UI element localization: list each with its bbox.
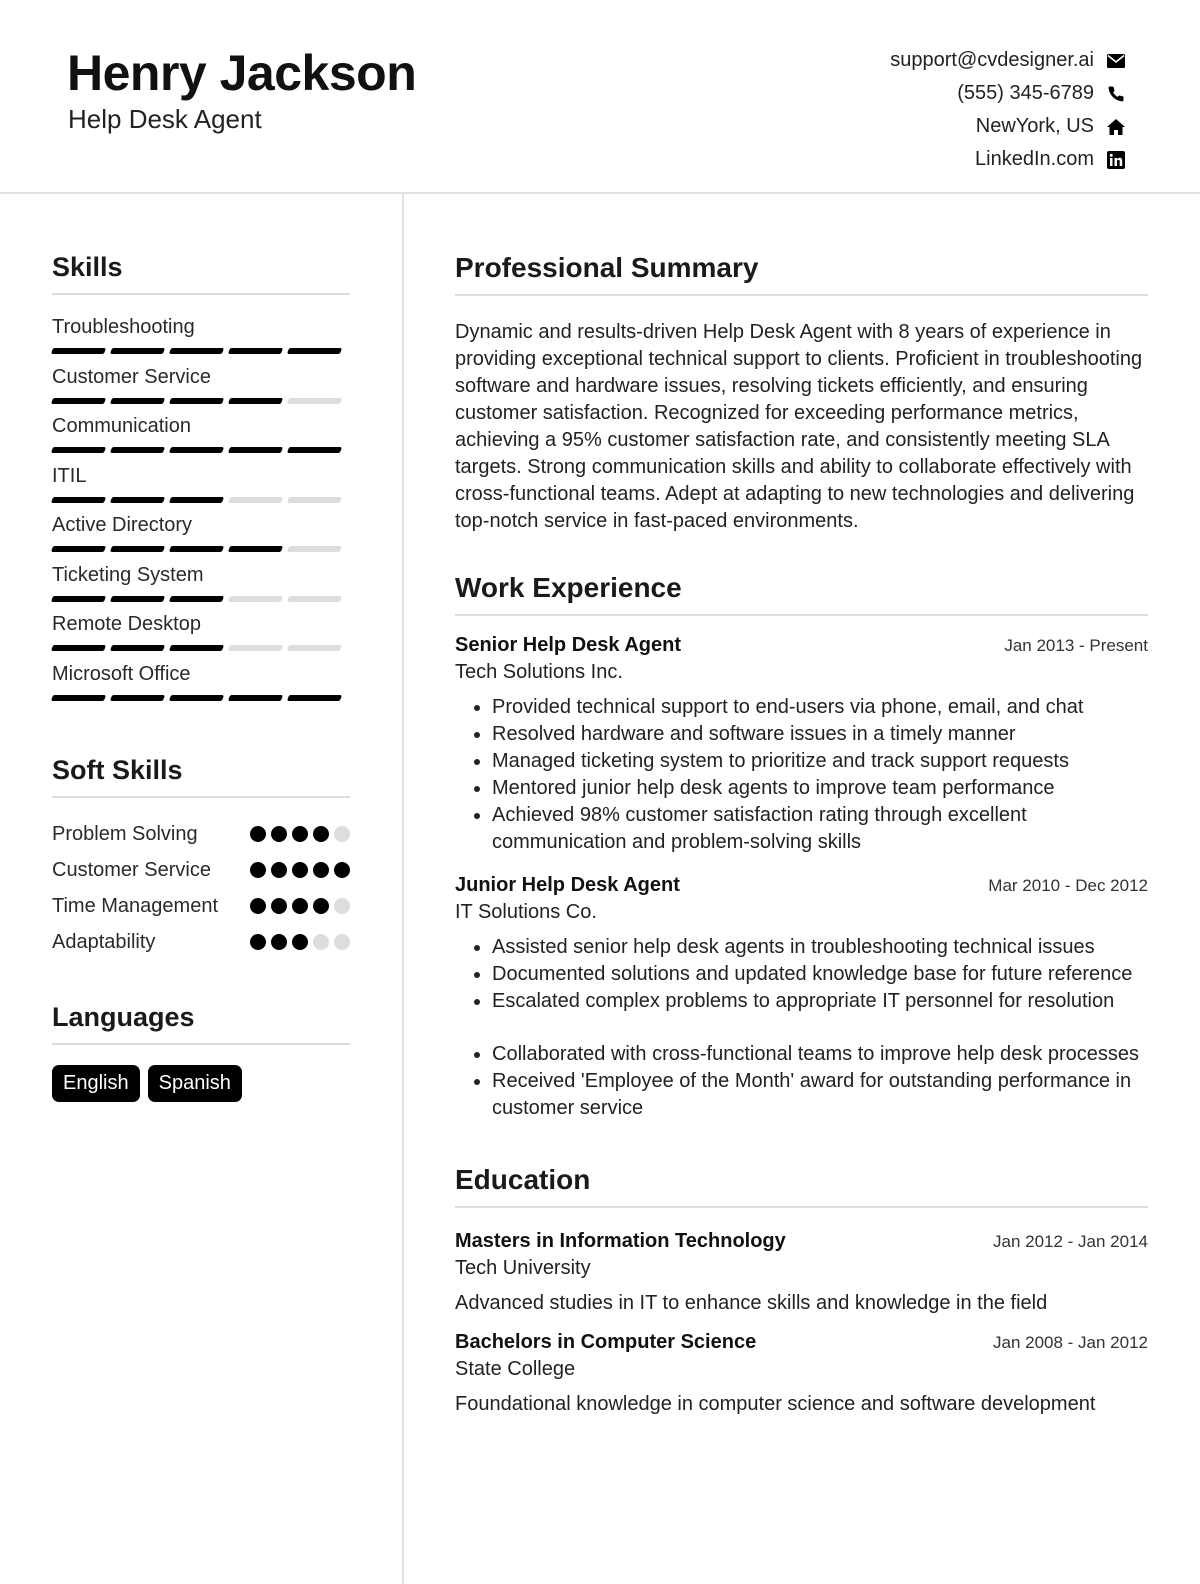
rating-dot [271, 826, 287, 842]
education-date: Jan 2012 - Jan 2014 [992, 1232, 1148, 1251]
skill-name: Active Directory [52, 514, 193, 536]
skill-name: Customer Service [52, 365, 211, 388]
skills-section [52, 252, 350, 711]
education-description: Advanced studies in IT to enhance skills and knowledge in the field [455, 1292, 1048, 1314]
job-role: Senior Help Desk Agent [455, 634, 681, 656]
contact-email[interactable] [706, 44, 1126, 77]
skill-name: Microsoft Office [52, 662, 191, 685]
rating-dot [313, 934, 329, 950]
skill-item [52, 315, 350, 365]
education-date: Jan 2008 - Jan 2012 [992, 1333, 1148, 1352]
skill-level-segment [51, 447, 106, 453]
school-name: State College [455, 1358, 576, 1380]
job-bullet: • Resolved hardware and software issues in a timely manner [492, 721, 1148, 748]
skill-level-segment [51, 546, 106, 552]
skill-level-segment [287, 348, 342, 354]
skill-level-bar [52, 645, 350, 651]
candidate-name: Henry Jackson [67, 45, 417, 101]
skill-level-bar [52, 596, 350, 602]
skill-level-segment [169, 695, 224, 701]
skills-list [52, 315, 350, 711]
language-tag: English [52, 1065, 140, 1102]
skill-name: Troubleshooting [52, 316, 195, 338]
contact-email-text: support@cvdesigner.ai [890, 49, 1094, 71]
skill-level-segment [169, 447, 224, 453]
contact-info [706, 44, 1126, 176]
rating-dot [292, 826, 308, 842]
soft-skill-rating [250, 898, 350, 914]
rating-dot [334, 898, 350, 914]
rating-dot [292, 934, 308, 950]
job-bullet: • Mentored junior help desk agents to improve team performance [492, 775, 1148, 802]
soft-skill-name: Problem Solving [52, 823, 198, 845]
soft-skill-name: Time Management [52, 895, 218, 917]
skill-name: Communication [52, 415, 191, 437]
skill-item [52, 563, 350, 613]
resume-header [0, 0, 1200, 194]
skill-level-bar [52, 497, 350, 503]
skill-level-segment [51, 596, 106, 602]
summary-heading: Professional Summary [455, 252, 1148, 296]
left-column [52, 194, 350, 1102]
soft-skill-name: Adaptability [52, 931, 156, 953]
soft-skills-heading: Soft Skills [52, 755, 350, 798]
linkedin-icon [1106, 150, 1126, 170]
work-heading: Work Experience [455, 572, 1148, 616]
skill-level-segment [51, 695, 106, 701]
skill-level-segment [169, 596, 224, 602]
skill-item [52, 513, 350, 563]
soft-skill-rating [250, 862, 350, 878]
education-section [455, 1164, 1148, 1416]
skill-level-bar [52, 398, 350, 404]
education-entry [455, 1230, 1148, 1315]
skill-level-bar [52, 695, 350, 701]
soft-skill-rating [250, 826, 350, 842]
job-bullet: • Escalated complex problems to appropriate IT personnel for resolution [492, 988, 1148, 1015]
skill-level-segment [110, 546, 165, 552]
job-company: IT Solutions Co. [455, 901, 597, 923]
right-column [455, 194, 1148, 1416]
skill-item [52, 365, 350, 415]
rating-dot [334, 862, 350, 878]
skill-level-segment [110, 398, 165, 404]
degree-name: Bachelors in Computer Science [455, 1331, 757, 1353]
soft-skills-section [52, 755, 350, 956]
job-date: Jan 2013 - Present [1004, 636, 1148, 655]
job-role: Junior Help Desk Agent [455, 874, 680, 896]
contact-phone-text: (555) 345-6789 [957, 82, 1094, 104]
rating-dot [334, 934, 350, 950]
rating-dot [313, 898, 329, 914]
skill-level-segment [228, 546, 283, 552]
skills-heading: Skills [52, 252, 350, 295]
contact-location [706, 110, 1126, 143]
skill-level-segment [110, 645, 165, 651]
skill-level-segment [287, 447, 342, 453]
skill-level-segment [228, 695, 283, 701]
degree-name: Masters in Information Technology [455, 1230, 786, 1252]
rating-dot [313, 862, 329, 878]
skill-level-segment [110, 695, 165, 701]
languages-section [52, 1002, 350, 1102]
rating-dot [250, 934, 266, 950]
job-bullet: • Achieved 98% customer satisfaction rating through excellent communication and problem-solving skills [492, 802, 1148, 856]
skill-level-segment [110, 596, 165, 602]
language-tag: Spanish [148, 1065, 242, 1102]
rating-dot [334, 826, 350, 842]
envelope-icon [1106, 51, 1126, 71]
rating-dot [250, 862, 266, 878]
education-heading: Education [455, 1164, 1148, 1208]
phone-icon [1106, 84, 1126, 104]
job-entry [455, 874, 1148, 1122]
rating-dot [313, 826, 329, 842]
job-bullet: • Documented solutions and updated knowledge base for future reference [492, 961, 1148, 988]
work-section [455, 572, 1148, 1122]
skill-level-segment [51, 348, 106, 354]
school-name: Tech University [455, 1257, 591, 1279]
skill-level-bar [52, 546, 350, 552]
contact-linkedin[interactable] [706, 143, 1126, 176]
soft-skills-list [52, 820, 350, 956]
job-bullet: • Assisted senior help desk agents in troubleshooting technical issues [492, 934, 1148, 961]
column-divider [402, 194, 404, 1584]
job-company: Tech Solutions Inc. [455, 661, 623, 683]
skill-level-segment [51, 645, 106, 651]
skill-name: Ticketing System [52, 563, 204, 586]
skill-level-segment [228, 497, 283, 503]
skill-name: Remote Desktop [52, 613, 201, 635]
rating-dot [250, 898, 266, 914]
skill-level-segment [169, 645, 224, 651]
skill-level-segment [287, 398, 342, 404]
soft-skill-item [52, 856, 350, 884]
home-icon [1106, 117, 1126, 137]
rating-dot [292, 898, 308, 914]
skill-item [52, 662, 350, 712]
contact-linkedin-text: LinkedIn.com [975, 148, 1094, 170]
contact-location-text: NewYork, US [975, 115, 1094, 137]
summary-text: Dynamic and results-driven Help Desk Agent with 8 years of experience in providing exceptional technical support to clients. Proficient in troubleshooting software and hardware issues, resolving tickets efficiently, and ensuring customer satisfaction. Recognized for exceeding performance metrics, achieving a 95% customer satisfaction rate, and consistently meeting SLA targets. Strong communication skills and ability to collaborate effectively with cross-functional teams. Adept at adapting to new technologies and delivering top-notch service in fast-paced environments. [455, 321, 1143, 532]
summary-section [455, 252, 1148, 535]
skill-level-segment [228, 447, 283, 453]
job-bullets [455, 694, 1148, 856]
skill-level-segment [51, 497, 106, 503]
rating-dot [271, 934, 287, 950]
skill-name: ITIL [52, 464, 87, 487]
skill-level-segment [110, 447, 165, 453]
soft-skill-rating [250, 934, 350, 950]
skill-level-segment [287, 645, 342, 651]
skill-item [52, 414, 350, 464]
skill-level-segment [228, 645, 283, 651]
rating-dot [271, 898, 287, 914]
languages-heading: Languages [52, 1002, 350, 1045]
job-bullet: • Collaborated with cross-functional teams to improve help desk processes [492, 1041, 1148, 1068]
skill-level-bar [52, 348, 350, 354]
skill-item [52, 612, 350, 662]
soft-skill-item [52, 928, 350, 956]
skill-level-segment [169, 398, 224, 404]
education-description: Foundational knowledge in computer science and software development [455, 1393, 1096, 1415]
skill-level-segment [287, 695, 342, 701]
job-bullet: • Managed ticketing system to prioritize and track support requests [492, 748, 1148, 775]
languages-list [52, 1065, 350, 1102]
skill-level-segment [228, 398, 283, 404]
skill-level-segment [110, 348, 165, 354]
skill-level-segment [287, 596, 342, 602]
skill-level-segment [110, 497, 165, 503]
skill-level-segment [169, 546, 224, 552]
job-bullet: • Received 'Employee of the Month' award for outstanding performance in customer service [492, 1068, 1148, 1122]
rating-dot [250, 826, 266, 842]
skill-level-segment [228, 348, 283, 354]
job-date: Mar 2010 - Dec 2012 [988, 876, 1148, 895]
soft-skill-item [52, 892, 350, 920]
skill-level-segment [51, 398, 106, 404]
skill-level-bar [52, 447, 350, 453]
candidate-title: Help Desk Agent [68, 104, 262, 134]
skill-level-segment [169, 497, 224, 503]
skill-item [52, 464, 350, 514]
skill-level-segment [228, 596, 283, 602]
job-bullet: • Provided technical support to end-users via phone, email, and chat [492, 694, 1148, 721]
job-bullets [455, 934, 1148, 1122]
contact-phone[interactable] [706, 77, 1126, 110]
rating-dot [271, 862, 287, 878]
skill-level-segment [287, 497, 342, 503]
rating-dot [292, 862, 308, 878]
skill-level-segment [169, 348, 224, 354]
skill-level-segment [287, 546, 342, 552]
soft-skill-item [52, 820, 350, 848]
soft-skill-name: Customer Service [52, 859, 211, 881]
education-entry [455, 1331, 1148, 1416]
job-entry [455, 634, 1148, 856]
